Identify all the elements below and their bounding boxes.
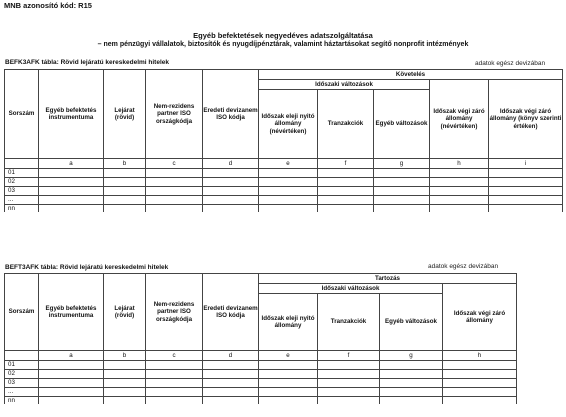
letter-cell: c <box>146 351 203 361</box>
data-cell[interactable] <box>430 205 489 213</box>
data-cell[interactable] <box>259 370 318 379</box>
data-cell[interactable] <box>259 169 318 178</box>
data-cell[interactable] <box>39 196 104 205</box>
data-cell[interactable] <box>489 187 563 196</box>
table2-label: BEFT3AFK tábla: Rövid lejáratú kereskedelmi hitelek <box>5 264 169 271</box>
data-cell[interactable] <box>203 361 259 370</box>
table-row <box>5 196 563 205</box>
data-cell[interactable] <box>318 370 380 379</box>
data-cell[interactable] <box>146 178 203 187</box>
data-cell[interactable] <box>259 361 318 370</box>
letter-cell: d <box>203 159 259 169</box>
letter-cell: d <box>203 351 259 361</box>
data-cell[interactable] <box>203 379 259 388</box>
data-cell[interactable] <box>380 370 443 379</box>
data-cell[interactable] <box>203 178 259 187</box>
data-cell[interactable] <box>104 196 146 205</box>
table-row <box>5 361 517 370</box>
data-cell[interactable] <box>203 388 259 397</box>
data-cell[interactable] <box>443 397 517 405</box>
col-header-maturity: Lejárat (rövid) <box>104 70 146 159</box>
data-cell[interactable] <box>443 379 517 388</box>
row-number: 01 <box>5 169 39 178</box>
data-cell[interactable] <box>380 361 443 370</box>
data-cell[interactable] <box>489 169 563 178</box>
row-number: 03 <box>5 187 39 196</box>
data-cell[interactable] <box>318 361 380 370</box>
subgroup-header-changes: Időszaki változások <box>259 284 443 294</box>
table1 <box>4 69 563 212</box>
data-cell[interactable] <box>318 178 374 187</box>
letter-cell: g <box>374 159 430 169</box>
table-row <box>5 178 563 187</box>
data-cell[interactable] <box>380 397 443 405</box>
data-cell[interactable] <box>380 379 443 388</box>
letter-cell: g <box>380 351 443 361</box>
table-row <box>5 370 517 379</box>
letter-cell: f <box>318 159 374 169</box>
table1-label: BEFK3AFK tábla: Rövid lejáratú kereskedelmi hitelek <box>5 59 169 66</box>
data-cell[interactable] <box>146 205 203 213</box>
document-subtitle: – nem pénzügyi vállalatok, biztosítók és nyugdíjpénztárak, valamint háztartásokat segítő nonprofit intézmények <box>97 41 469 48</box>
data-cell[interactable] <box>430 178 489 187</box>
letter-cell: e <box>259 159 318 169</box>
table1-note: adatok egész devizában <box>475 60 546 67</box>
col-header-other-changes: Egyéb változások <box>380 294 443 351</box>
letter-cell <box>5 351 39 361</box>
col-header-partner-iso: Nem-rezidens partner ISO országkódja <box>146 274 203 351</box>
data-cell[interactable] <box>146 169 203 178</box>
data-cell[interactable] <box>430 187 489 196</box>
data-cell[interactable] <box>39 397 104 405</box>
data-cell[interactable] <box>374 169 430 178</box>
data-cell[interactable] <box>39 388 104 397</box>
data-cell[interactable] <box>374 205 430 213</box>
col-header-sorszam: Sorszám <box>5 70 39 159</box>
data-cell[interactable] <box>104 370 146 379</box>
row-number: ... <box>5 196 39 205</box>
col-header-sorszam: Sorszám <box>5 274 39 351</box>
col-header-transactions: Tranzakciók <box>318 294 380 351</box>
data-cell[interactable] <box>39 205 104 213</box>
letter-cell: h <box>443 351 517 361</box>
row-number: ... <box>5 388 39 397</box>
col-header-instrument: Egyéb befektetés instrumentuma <box>39 70 104 159</box>
data-cell[interactable] <box>203 397 259 405</box>
data-cell[interactable] <box>430 169 489 178</box>
row-number: 01 <box>5 361 39 370</box>
data-cell[interactable] <box>318 196 374 205</box>
data-cell[interactable] <box>259 205 318 213</box>
table-row <box>5 169 563 178</box>
data-cell[interactable] <box>39 178 104 187</box>
data-cell[interactable] <box>39 379 104 388</box>
data-cell[interactable] <box>104 178 146 187</box>
row-number: 02 <box>5 370 39 379</box>
letter-cell: i <box>489 159 563 169</box>
data-cell[interactable] <box>104 379 146 388</box>
data-cell[interactable] <box>259 196 318 205</box>
data-cell[interactable] <box>443 370 517 379</box>
data-cell[interactable] <box>39 187 104 196</box>
letter-cell: b <box>104 351 146 361</box>
col-header-currency-iso: Eredeti devizanem ISO kódja <box>203 274 259 351</box>
data-cell[interactable] <box>318 169 374 178</box>
letter-cell: h <box>430 159 489 169</box>
letter-cell: b <box>104 159 146 169</box>
data-cell[interactable] <box>443 361 517 370</box>
group-header-claims: Követelés <box>259 70 563 80</box>
data-cell[interactable] <box>318 397 380 405</box>
data-cell[interactable] <box>489 205 563 213</box>
table-row <box>5 397 517 405</box>
data-cell[interactable] <box>146 361 203 370</box>
data-cell[interactable] <box>104 187 146 196</box>
data-cell[interactable] <box>104 388 146 397</box>
data-cell[interactable] <box>203 370 259 379</box>
table-row <box>5 205 563 213</box>
table-row <box>5 379 517 388</box>
data-cell[interactable] <box>39 169 104 178</box>
table-row <box>5 187 563 196</box>
data-cell[interactable] <box>146 187 203 196</box>
data-cell[interactable] <box>39 370 104 379</box>
col-header-partner-iso: Nem-rezidens partner ISO országkódja <box>146 70 203 159</box>
col-header-closing-nominal: Időszak végi záró állomány (névértéken) <box>430 80 489 159</box>
data-cell[interactable] <box>104 397 146 405</box>
data-cell[interactable] <box>203 187 259 196</box>
letter-row <box>5 159 563 169</box>
letter-cell: a <box>39 159 104 169</box>
data-cell[interactable] <box>203 205 259 213</box>
data-cell[interactable] <box>146 370 203 379</box>
data-cell[interactable] <box>259 388 318 397</box>
subgroup-header-changes: Időszaki változások <box>259 80 430 90</box>
letter-cell: e <box>259 351 318 361</box>
mnb-code: MNB azonosító kód: R15 <box>4 1 92 10</box>
data-cell[interactable] <box>203 196 259 205</box>
data-cell[interactable] <box>443 388 517 397</box>
col-header-opening: Időszak eleji nyitó állomány <box>259 294 318 351</box>
letter-cell: f <box>318 351 380 361</box>
data-cell[interactable] <box>489 196 563 205</box>
data-cell[interactable] <box>104 205 146 213</box>
data-cell[interactable] <box>259 397 318 405</box>
data-cell[interactable] <box>318 379 380 388</box>
data-cell[interactable] <box>39 361 104 370</box>
col-header-closing-book: Időszak végi záró állomány (könyv szerinti értéken) <box>489 80 563 159</box>
col-header-opening: Időszak eleji nyitó állomány (névértéken) <box>259 90 318 159</box>
table2-note: adatok egész devizában <box>428 263 499 270</box>
data-cell[interactable] <box>104 169 146 178</box>
table-row <box>5 388 517 397</box>
row-number: nn <box>5 205 39 213</box>
data-cell[interactable] <box>374 187 430 196</box>
data-cell[interactable] <box>489 178 563 187</box>
row-number: nn <box>5 397 39 405</box>
col-header-transactions: Tranzakciók <box>318 90 374 159</box>
document-title: Egyéb befektetések negyedéves adatszolgáltatása <box>193 31 373 40</box>
group-header-liabilities: Tartozás <box>259 274 517 284</box>
row-number: 03 <box>5 379 39 388</box>
data-cell[interactable] <box>380 388 443 397</box>
table2 <box>4 273 517 404</box>
data-cell[interactable] <box>203 169 259 178</box>
col-header-other-changes: Egyéb változások <box>374 90 430 159</box>
letter-cell: a <box>39 351 104 361</box>
letter-cell <box>5 159 39 169</box>
data-cell[interactable] <box>146 388 203 397</box>
data-cell[interactable] <box>374 178 430 187</box>
col-header-currency-iso: Eredeti devizanem ISO kódja <box>203 70 259 159</box>
data-cell[interactable] <box>318 388 380 397</box>
data-cell[interactable] <box>146 196 203 205</box>
col-header-closing: Időszak végi záró állomány <box>443 284 517 351</box>
col-header-maturity: Lejárat (rövid) <box>104 274 146 351</box>
data-cell[interactable] <box>318 187 374 196</box>
col-header-instrument: Egyéb befektetés instrumentuma <box>39 274 104 351</box>
data-cell[interactable] <box>318 205 374 213</box>
letter-cell: c <box>146 159 203 169</box>
row-number: 02 <box>5 178 39 187</box>
letter-row <box>5 351 517 361</box>
data-cell[interactable] <box>146 397 203 405</box>
data-cell[interactable] <box>146 379 203 388</box>
data-cell[interactable] <box>104 361 146 370</box>
data-cell[interactable] <box>259 379 318 388</box>
data-cell[interactable] <box>430 196 489 205</box>
data-cell[interactable] <box>259 187 318 196</box>
data-cell[interactable] <box>259 178 318 187</box>
data-cell[interactable] <box>374 196 430 205</box>
